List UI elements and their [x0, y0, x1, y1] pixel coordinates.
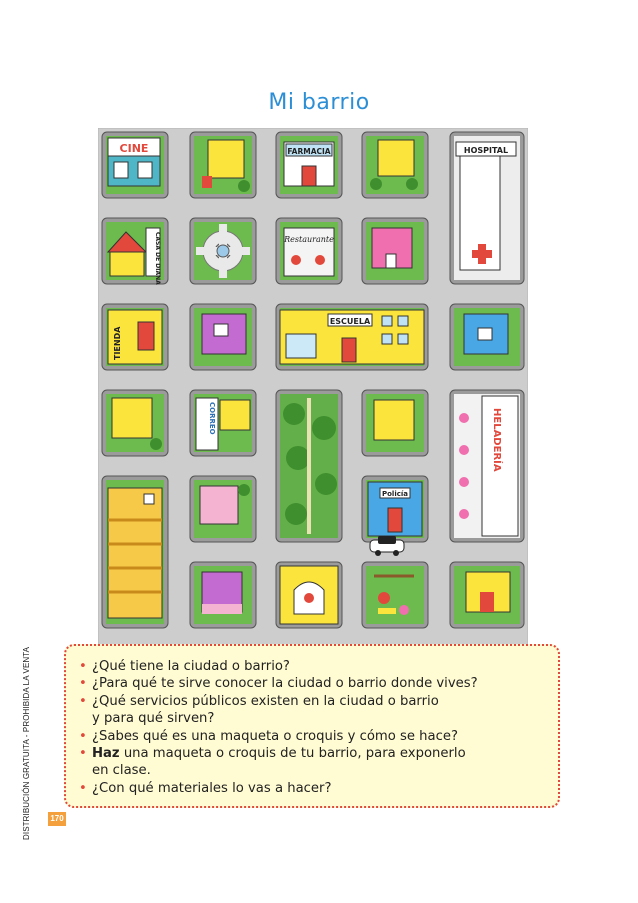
- question-text: ¿Con qué materiales lo vas a hacer?: [92, 780, 332, 796]
- store-sign: TIENDA: [113, 326, 122, 360]
- house-block: [102, 390, 168, 456]
- playground-block: [362, 562, 428, 628]
- question-text: ¿Qué tiene la ciudad o barrio?: [92, 659, 290, 674]
- page-number: 170: [48, 812, 66, 826]
- store-block: [102, 304, 168, 370]
- question-text: ¿Para qué te sirve conocer la ciudad o barrio donde vives?: [92, 676, 478, 692]
- page-title: Mi barrio: [268, 90, 370, 115]
- park-block: [276, 390, 342, 542]
- question-item: [78, 728, 546, 745]
- school-block: [276, 304, 428, 370]
- house-block: [190, 304, 256, 370]
- cinema-block: [102, 132, 168, 198]
- neighborhood-map: [98, 128, 528, 648]
- side-notice: DISTRIBUCIÓN GRATUITA - PROHIBIDA LA VENTA: [22, 646, 31, 840]
- question-item: [78, 658, 546, 675]
- question-text: una maqueta o croquis de tu barrio, para exponerlo: [119, 746, 466, 762]
- hospital-block: [450, 132, 524, 284]
- diana-house-block: [102, 218, 168, 285]
- house-block: [362, 390, 428, 456]
- question-item: [78, 780, 546, 797]
- questions-box: [64, 644, 560, 808]
- question-text: ¿Sabes qué es una maqueta o croquis y cómo se hace?: [92, 728, 458, 744]
- restaurant-block: [276, 218, 342, 284]
- cinema-sign: CINE: [119, 142, 149, 155]
- house-block: [450, 304, 524, 370]
- diana-house-sign: CASA DE DIANA: [154, 232, 161, 285]
- building-block: [102, 476, 168, 628]
- house-block: [190, 562, 256, 628]
- question-text: ¿Qué servicios públicos existen en la ciudad o barrio: [92, 693, 439, 709]
- house-block: [362, 132, 428, 198]
- post-office-block: [190, 390, 256, 456]
- question-text: y para qué sirven?: [92, 711, 215, 727]
- question-item: [78, 675, 546, 692]
- house-block: [362, 218, 428, 284]
- pharmacy-sign: FARMACIA: [287, 147, 331, 156]
- ice-cream-shop-block: [450, 390, 524, 542]
- pharmacy-block: [276, 132, 342, 198]
- question-item: [78, 693, 546, 728]
- post-office-sign: CORREO: [208, 402, 216, 435]
- church-block: [276, 562, 342, 628]
- school-sign: ESCUELA: [329, 317, 371, 326]
- restaurant-sign: Restaurante: [284, 235, 334, 244]
- police-block: [362, 476, 428, 542]
- question-text: en clase.: [92, 763, 151, 779]
- ice-cream-shop-sign: HELADERÍA: [491, 408, 502, 472]
- police-sign: Policía: [381, 490, 409, 498]
- fountain-plaza: [190, 218, 256, 284]
- hospital-sign: HOSPITAL: [463, 146, 509, 155]
- house-block: [450, 562, 524, 628]
- house-block: [190, 132, 256, 198]
- question-emphasis: Haz: [92, 746, 120, 762]
- questions-list: [78, 658, 546, 797]
- question-item: [78, 745, 546, 780]
- house-block: [190, 476, 256, 542]
